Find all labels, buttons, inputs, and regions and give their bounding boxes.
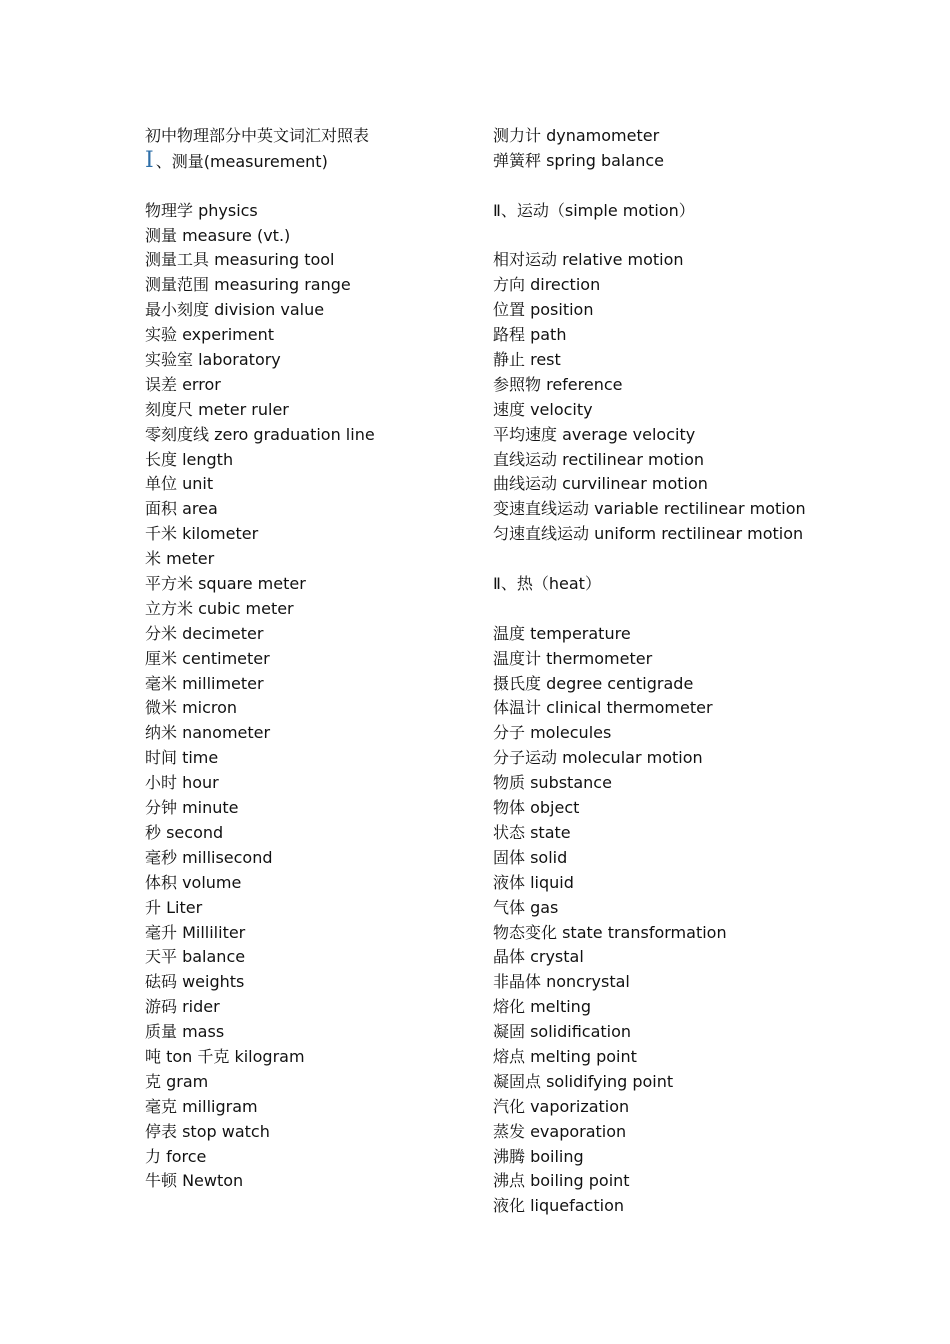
vocab-term: 厘米 centimeter (145, 648, 270, 668)
vocab-term: 纳米 nanometer (145, 723, 271, 743)
vocab-term: 变速直线运动 variable rectilinear motion (493, 499, 806, 519)
vocab-term: 力 force (145, 1146, 207, 1166)
vocab-term: 面积 area (145, 499, 218, 519)
vocab-term: 熔化 melting (493, 997, 591, 1017)
vocab-term: 摄氏度 degree centigrade (493, 673, 694, 693)
vocab-term: 误差 error (145, 374, 221, 394)
vocab-term: 时间 time (145, 748, 219, 768)
right-top-term-list (493, 124, 913, 174)
vocab-term: 体温计 clinical thermometer (493, 698, 713, 718)
vocab-term: 牛顿 Newton (145, 1171, 244, 1191)
spacer (493, 597, 913, 622)
vocab-term: 游码 rider (145, 997, 220, 1017)
motion-term-list (493, 248, 913, 547)
vocab-term: 体积 volume (145, 872, 242, 892)
vocab-term: 分子运动 molecular motion (493, 748, 703, 768)
vocab-term: 温度 temperature (493, 623, 631, 643)
vocab-term: 零刻度线 zero graduation line (145, 424, 375, 444)
vocab-term: 最小刻度 division value (145, 300, 325, 320)
vocab-term: 凝固 solidification (493, 1022, 632, 1042)
vocab-term: 米 meter (145, 549, 215, 569)
spacer (145, 174, 475, 199)
vocab-term: 天平 balance (145, 947, 246, 967)
vocab-term: 非晶体 noncrystal (493, 972, 630, 992)
vocab-term: 毫秒 millisecond (145, 847, 273, 867)
vocab-term: 小时 hour (145, 773, 219, 793)
vocab-term: 实验室 laboratory (145, 350, 281, 370)
vocab-term: 路程 path (493, 325, 567, 345)
vocab-term: 静止 rest (493, 350, 561, 370)
vocab-term: 液体 liquid (493, 872, 574, 892)
vocab-term: 温度计 thermometer (493, 648, 653, 668)
vocab-term: 单位 unit (145, 474, 214, 494)
vocab-term: 沸点 boiling point (493, 1171, 630, 1191)
vocab-term: 物理学 physics (145, 200, 258, 220)
heat-term-list (493, 622, 913, 1219)
vocab-term: 刻度尺 meter ruler (145, 399, 289, 419)
vocab-term: 分子 molecules (493, 723, 612, 743)
spacer (493, 224, 913, 249)
vocab-term: 测力计 dynamometer (493, 126, 660, 145)
vocab-term: 测量范围 measuring range (145, 275, 351, 295)
vocab-term: 停表 stop watch (145, 1121, 270, 1141)
vocab-term: 状态 state (493, 822, 571, 842)
vocab-term: 升 Liter (145, 897, 203, 917)
vocab-term: 速度 velocity (493, 399, 593, 419)
vocab-term: 平方米 square meter (145, 574, 306, 594)
vocab-term: 蒸发 evaporation (493, 1121, 627, 1141)
vocab-term: 分米 decimeter (145, 623, 264, 643)
vocab-term: 毫克 milligram (145, 1096, 258, 1116)
vocab-term: 汽化 vaporization (493, 1096, 630, 1116)
right-column (493, 124, 913, 1219)
vocab-term: 砝码 weights (145, 972, 245, 992)
roman-numeral-i: Ⅰ (145, 147, 154, 173)
vocab-term: 液化 liquefaction (493, 1196, 625, 1216)
vocab-term: 实验 experiment (145, 325, 274, 345)
vocab-term: 立方米 cubic meter (145, 598, 294, 618)
vocab-term: 参照物 reference (493, 374, 623, 394)
vocab-term: 吨 ton 千克 kilogram (145, 1046, 305, 1066)
vocab-term: 平均速度 average velocity (493, 424, 696, 444)
section-2-heading: Ⅱ、运动（simple motion） (493, 200, 695, 220)
vocab-term: 分钟 minute (145, 798, 239, 818)
vocab-term: 测量 measure (vt.) (145, 225, 291, 245)
vocab-term: 凝固点 solidifying point (493, 1071, 674, 1091)
vocab-term: 测量工具 measuring tool (145, 250, 335, 270)
vocab-term: 匀速直线运动 uniform rectilinear motion (493, 524, 804, 544)
document-title: 初中物理部分中英文词汇对照表 (145, 126, 370, 145)
vocab-term: 曲线运动 curvilinear motion (493, 474, 708, 494)
vocab-term: 毫升 Milliliter (145, 922, 246, 942)
vocab-term: 熔点 melting point (493, 1046, 637, 1066)
vocab-term: 固体 solid (493, 847, 568, 867)
vocab-term: 直线运动 rectilinear motion (493, 449, 705, 469)
vocab-term: 秒 second (145, 822, 224, 842)
left-term-list (145, 199, 475, 1195)
spacer (493, 547, 913, 572)
vocab-term: 相对运动 relative motion (493, 250, 684, 270)
section-1-heading (145, 149, 475, 174)
vocab-term: 克 gram (145, 1071, 209, 1091)
vocab-term: 物体 object (493, 798, 580, 818)
left-column (145, 124, 475, 1194)
vocab-term: 方向 direction (493, 275, 601, 295)
section-3-heading: Ⅱ、热（heat） (493, 574, 601, 594)
vocab-term: 千米 kilometer (145, 524, 259, 544)
vocab-term: 晶体 crystal (493, 947, 584, 967)
vocab-term: 物态变化 state transformation (493, 922, 727, 942)
vocab-term: 物质 substance (493, 773, 612, 793)
vocab-term: 长度 length (145, 449, 234, 469)
vocab-term: 毫米 millimeter (145, 673, 264, 693)
vocab-term: 弹簧秤 spring balance (493, 150, 664, 170)
vocab-term: 质量 mass (145, 1022, 225, 1042)
spacer (493, 174, 913, 199)
vocab-term: 位置 position (493, 300, 594, 320)
vocab-term: 气体 gas (493, 897, 559, 917)
vocab-term: 沸腾 boiling (493, 1146, 584, 1166)
section-1-heading-text: 、测量(measurement) (155, 151, 328, 171)
vocab-term: 微米 micron (145, 698, 238, 718)
